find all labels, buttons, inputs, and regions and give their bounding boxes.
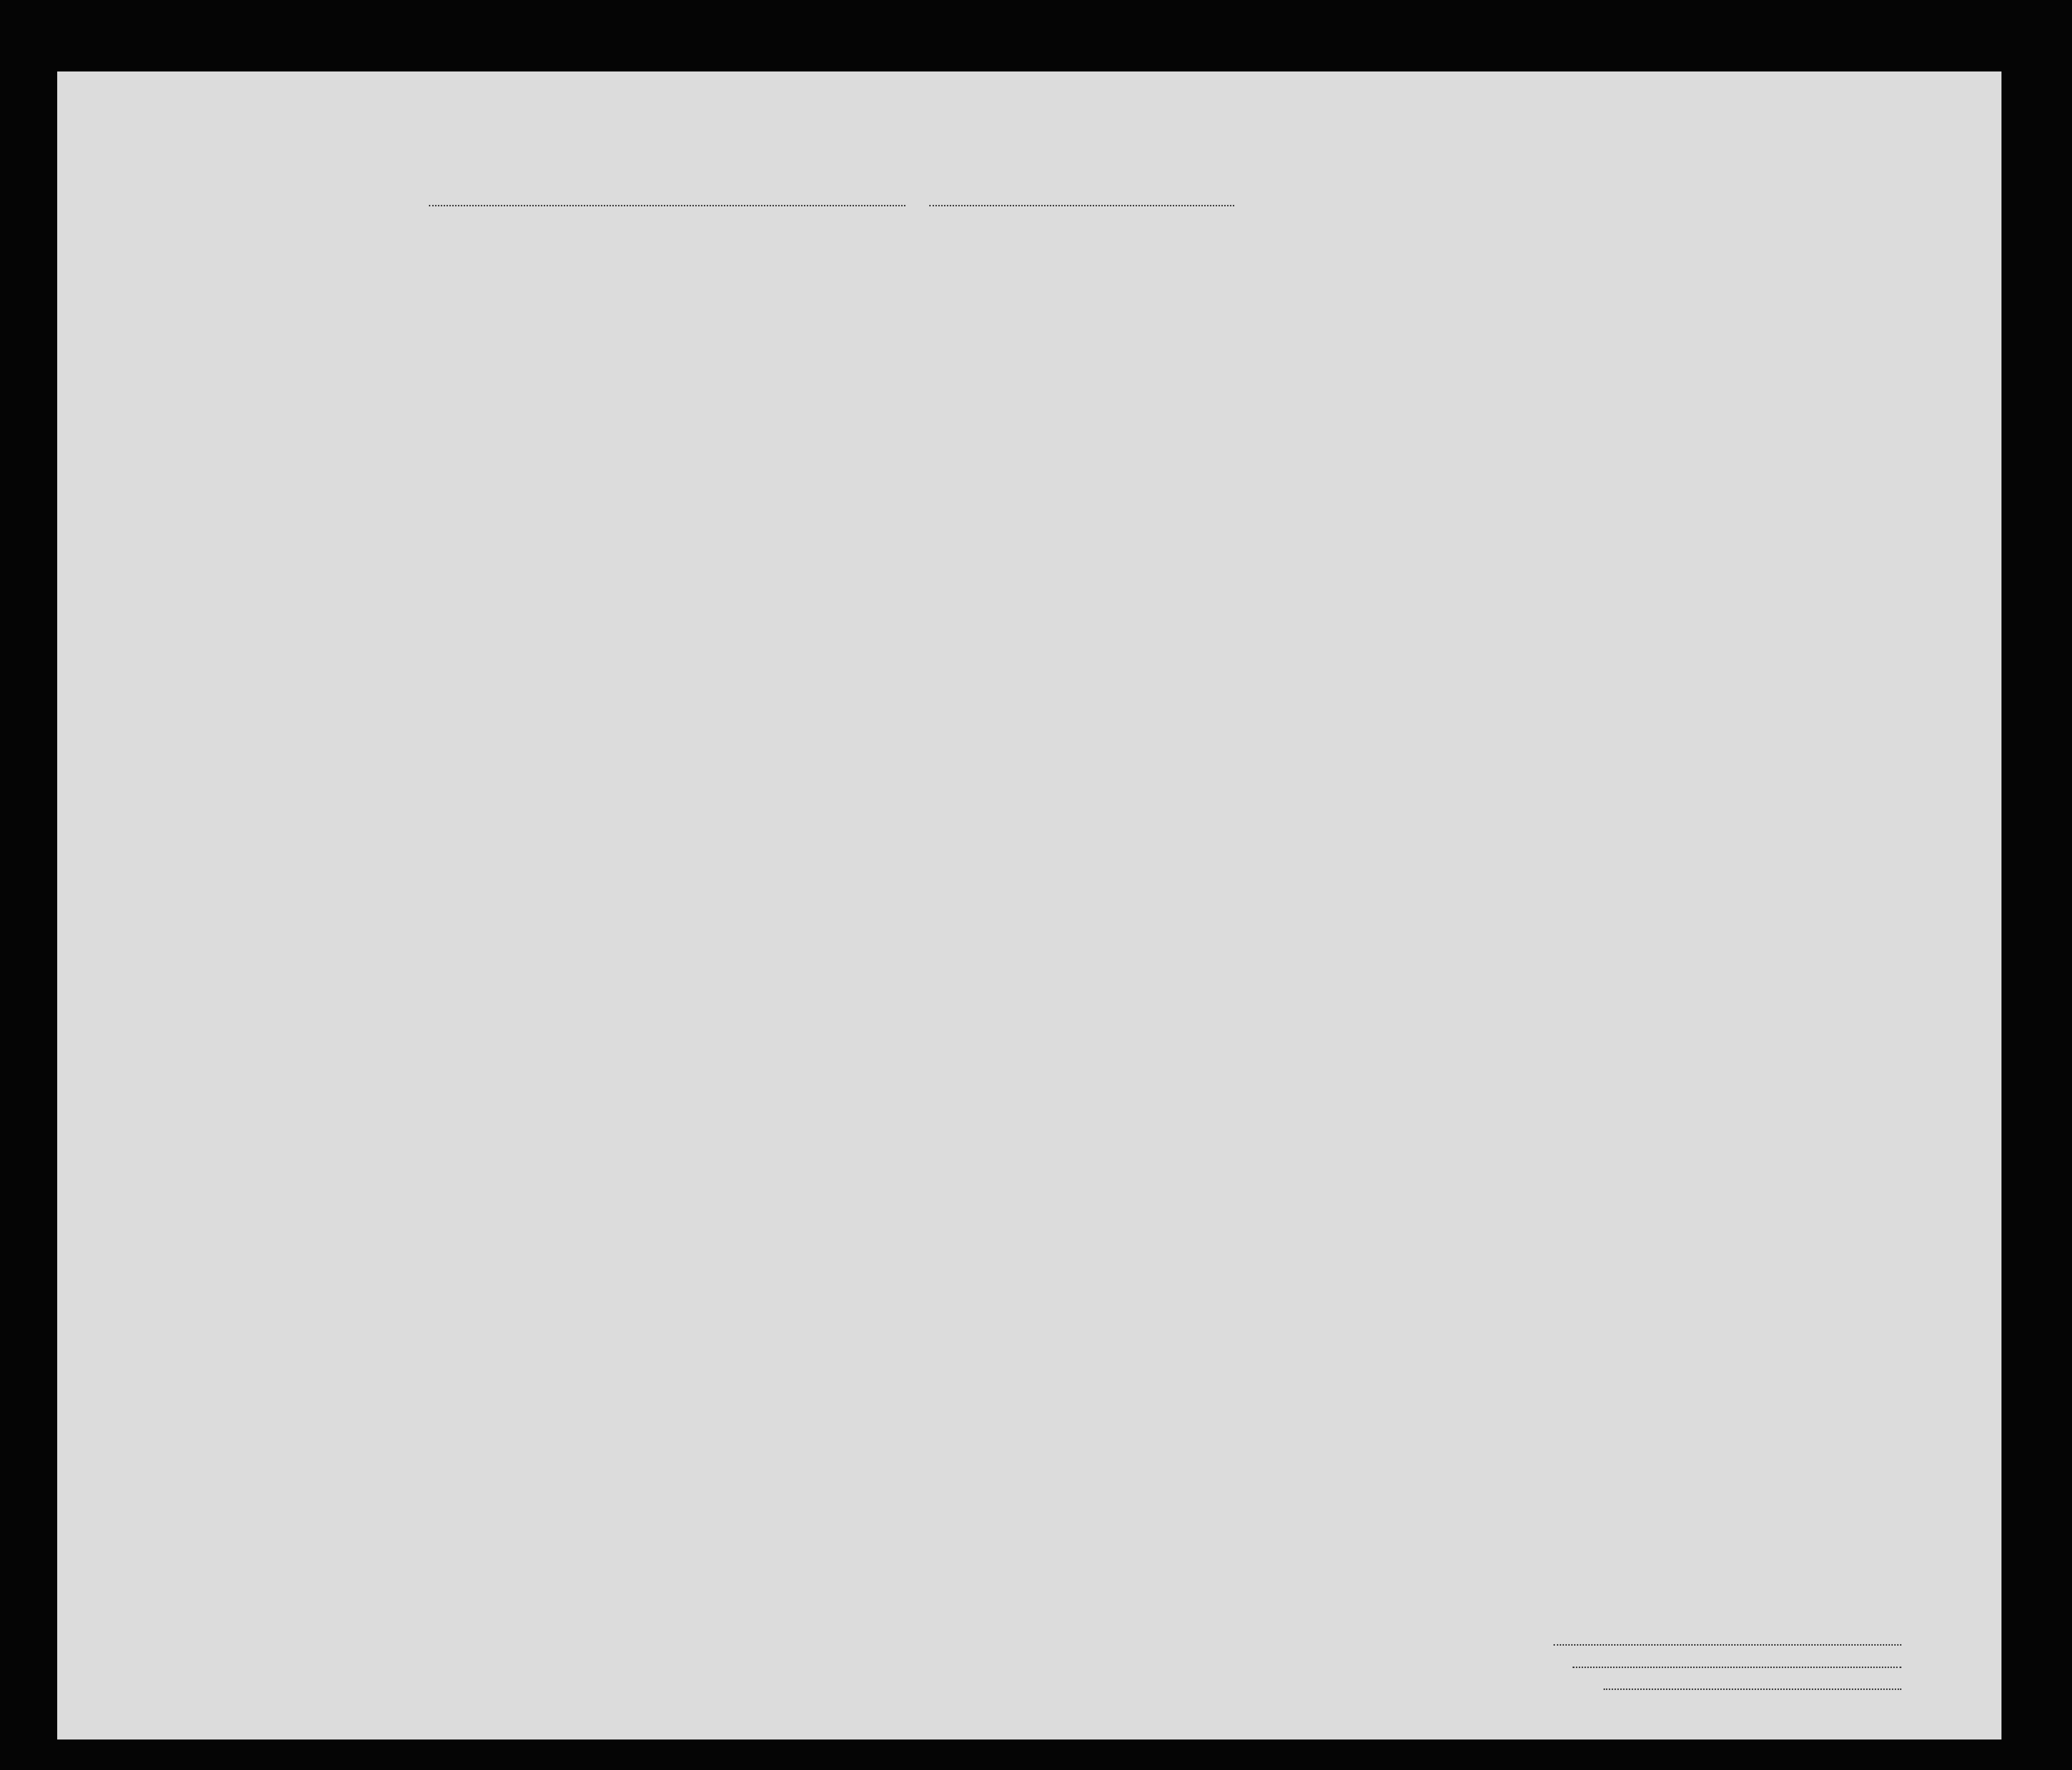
header-complexion xyxy=(1711,343,1739,396)
